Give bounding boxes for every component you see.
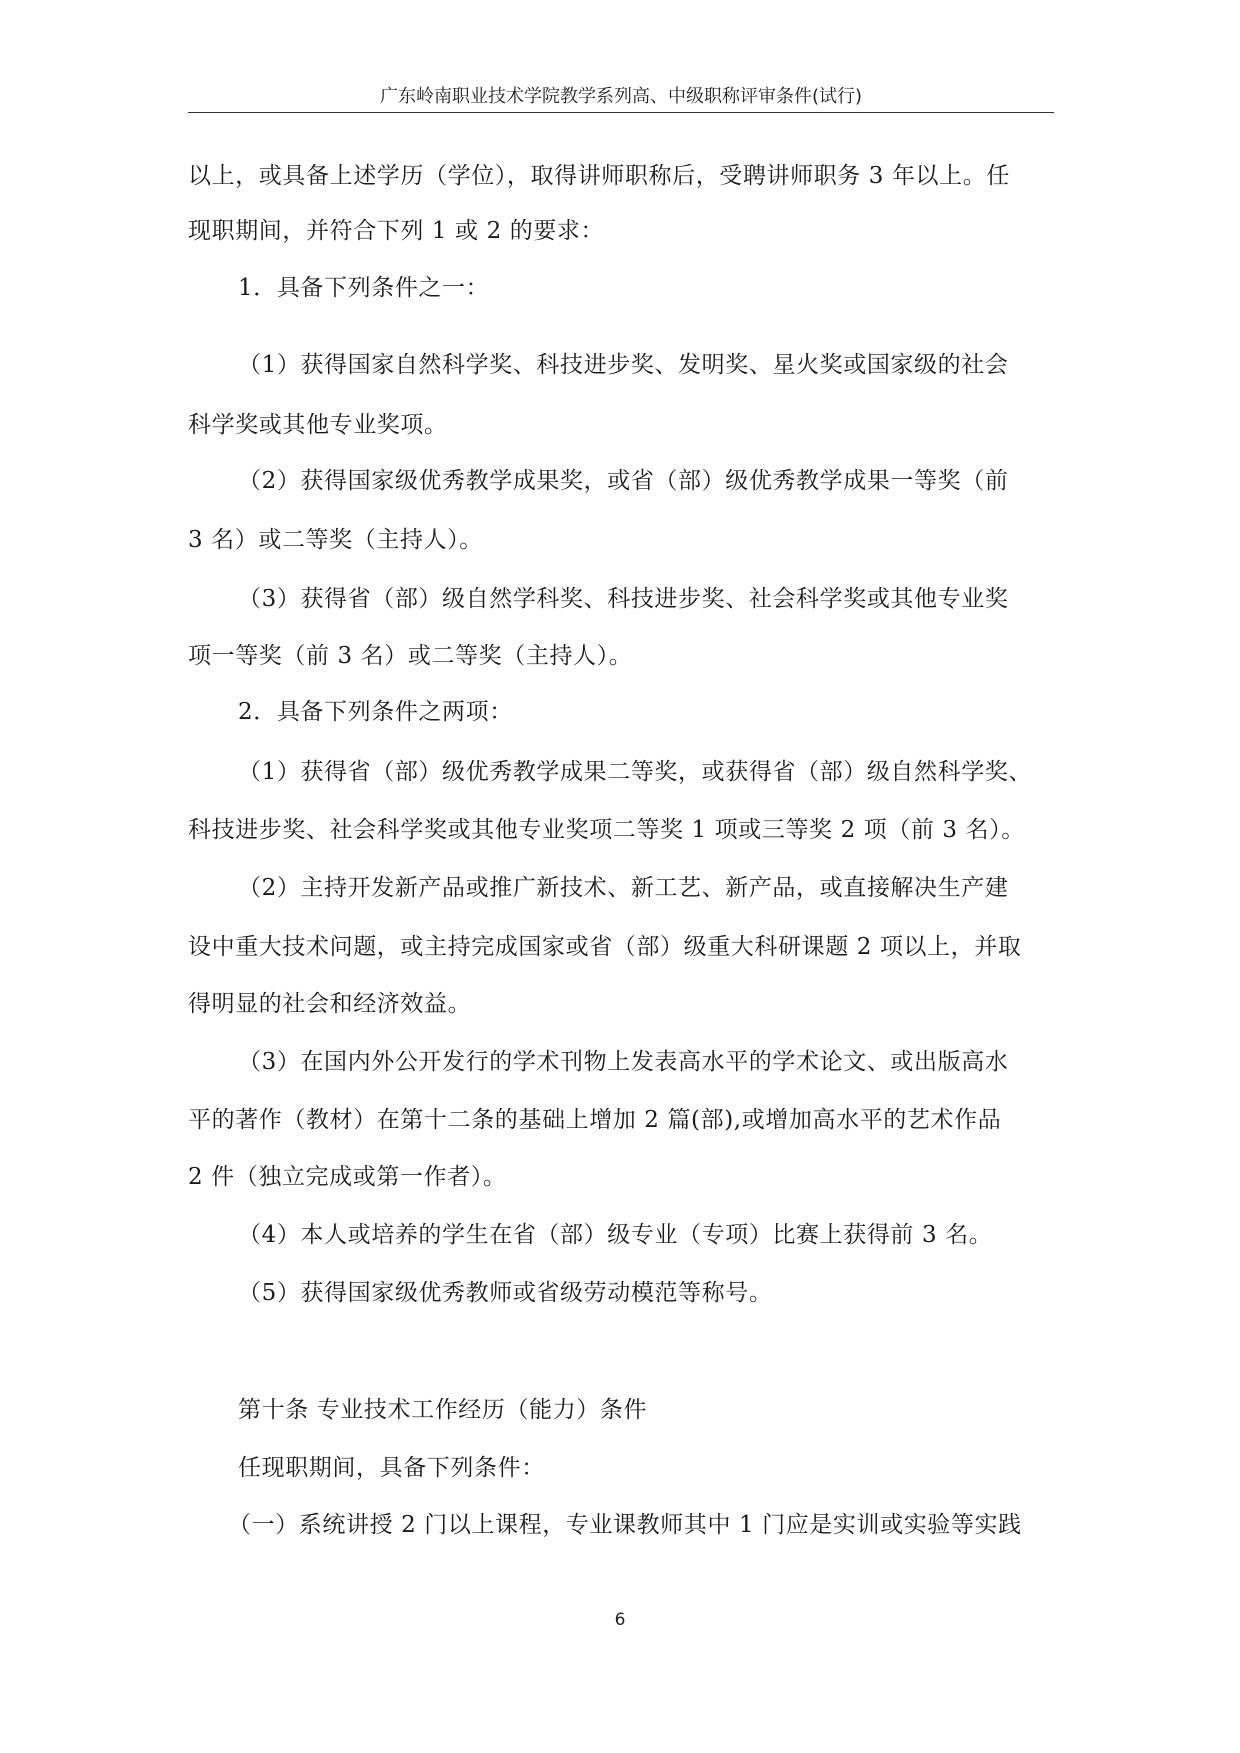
text-line: 科技进步奖、社会科学奖或其他专业奖项二等奖 1 项或三等奖 2 项（前 3 名）。 [188,817,1025,843]
header-divider [188,112,1054,113]
page-header-title: 广东岭南职业技术学院教学系列高、中级职称评审条件(试行) [379,86,863,107]
text-line: 科学奖或其他专业奖项。 [188,412,448,438]
text-line: （4）本人或培养的学生在省（部）级专业（专项）比赛上获得前 3 名。 [238,1222,993,1248]
text-line: （3）在国内外公开发行的学术刊物上发表高水平的学术论文、或出版高水 [238,1049,1009,1075]
text-line: （5）获得国家级优秀教师或省级劳动模范等称号。 [238,1280,773,1306]
text-line: （1）获得省（部）级优秀教学成果二等奖，或获得省（部）级自然科学奖、 [238,759,1033,785]
text-line: 1．具备下列条件之一： [238,275,490,301]
text-line: （2）主持开发新产品或推广新技术、新工艺、新产品，或直接解决生产建 [238,875,1009,901]
text-line: 得明显的社会和经济效益。 [188,991,472,1017]
text-line: 2 件（独立完成或第一作者）。 [188,1164,507,1190]
text-line: 项一等奖（前 3 名）或二等奖（主持人）。 [188,643,633,669]
text-line: 任现职期间，具备下列条件： [238,1455,545,1481]
text-line: 设中重大技术问题，或主持完成国家或省（部）级重大科研课题 2 项以上，并取 [188,934,1022,960]
page-number: 6 [614,1610,626,1630]
text-line: 平的著作（教材）在第十二条的基础上增加 2 篇(部),或增加高水平的艺术作品 [188,1107,1002,1133]
text-line: 2．具备下列条件之两项： [238,699,513,725]
text-line: （1）获得国家自然科学奖、科技进步奖、发明奖、星火奖或国家级的社会 [238,352,1009,378]
section-heading: 第十条 专业技术工作经历（能力）条件 [238,1397,648,1423]
text-line: （3）获得省（部）级自然学科奖、科技进步奖、社会科学奖或其他专业奖 [238,586,1009,612]
text-line: （2）获得国家级优秀教学成果奖，或省（部）级优秀教学成果一等奖（前 [238,468,1009,494]
text-line: （一）系统讲授 2 门以上课程，专业课教师其中 1 门应是实训或实验等实践 [228,1512,1022,1538]
text-line: 以上，或具备上述学历（学位），取得讲师职称后，受聘讲师职务 3 年以上。任 [188,163,1010,189]
text-line: 3 名）或二等奖（主持人）。 [188,527,483,553]
text-line: 现职期间，并符合下列 1 或 2 的要求： [188,218,605,244]
